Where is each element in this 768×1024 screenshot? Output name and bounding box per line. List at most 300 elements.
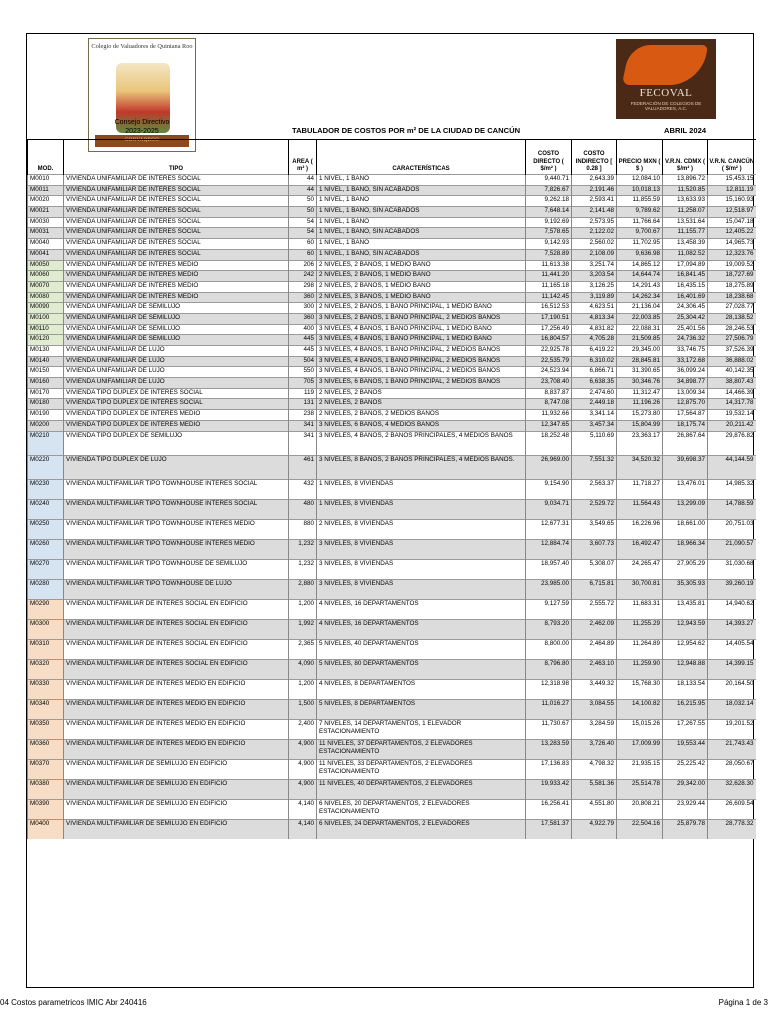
table-row — [28, 207, 756, 218]
cell-tipo: VIVIENDA UNIFAMILIAR DE SEMILUJO — [64, 303, 289, 314]
cell-tipo: VIVIENDA TIPO DUPLEX DE INTERES MEDIO — [64, 410, 289, 421]
document-header — [27, 34, 753, 143]
cell-vrn-cdmx: 13,009.34 — [663, 388, 708, 399]
cell-vrn-cancun: 15,453.15 — [708, 175, 756, 186]
cell-costo-directo: 11,441.20 — [526, 271, 572, 282]
cell-mod: M0030 — [28, 217, 64, 228]
table-row — [28, 659, 756, 679]
cell-mod: M0300 — [28, 619, 64, 639]
cell-caracteristicas: 3 NIVELES, 8 VIVIENDAS — [317, 579, 526, 599]
cell-costo-directo: 7,578.65 — [526, 228, 572, 239]
cell-precio-mxn: 16,492.47 — [617, 539, 663, 559]
cell-caracteristicas: 2 NIVELES, 2 BAÑOS, 2 MEDIOS BAÑOS — [317, 410, 526, 421]
cell-caracteristicas: 3 NIVELES, 4 BAÑOS, 1 BAÑO PRINCIPAL, 1 MEDIO BAÑO — [317, 335, 526, 346]
cell-area: 206 — [289, 260, 317, 271]
cell-area: 1,992 — [289, 619, 317, 639]
cell-vrn-cancun: 20,751.03 — [708, 519, 756, 539]
cell-tipo: VIVIENDA MULTIFAMILIAR TIPO TOWNHOUSE DE LUJO — [64, 579, 289, 599]
cell-costo-directo: 11,730.67 — [526, 719, 572, 739]
cell-mod: M0110 — [28, 324, 64, 335]
cell-mod: M0200 — [28, 420, 64, 431]
cell-caracteristicas: 3 NIVELES, 8 BAÑOS, 2 BAÑOS PRINCIPALES, 4 MEDIOS BAÑOS. — [317, 455, 526, 479]
cell-mod: M0090 — [28, 303, 64, 314]
cell-vrn-cdmx: 24,306.45 — [663, 303, 708, 314]
cell-costo-directo: 9,154.90 — [526, 479, 572, 499]
cell-costo-directo: 12,347.65 — [526, 420, 572, 431]
cell-vrn-cancun: 18,032.14 — [708, 699, 756, 719]
cell-vrn-cdmx: 16,401.69 — [663, 292, 708, 303]
cell-area: 50 — [289, 196, 317, 207]
cell-area: 432 — [289, 479, 317, 499]
cell-costo-indirecto: 2,141.48 — [572, 207, 617, 218]
table-row — [28, 303, 756, 314]
cell-costo-directo: 17,190.51 — [526, 313, 572, 324]
col-vrn-cdmx: V.R.N. CDMX ( $/m² ) — [663, 140, 708, 175]
cell-costo-indirecto: 4,623.51 — [572, 303, 617, 314]
cell-vrn-cancun: 28,050.67 — [708, 759, 756, 779]
cell-costo-indirecto: 2,462.09 — [572, 619, 617, 639]
cell-vrn-cancun: 14,399.15 — [708, 659, 756, 679]
cell-area: 341 — [289, 431, 317, 455]
col-mod: MOD. — [28, 140, 64, 175]
cell-vrn-cdmx: 36,099.24 — [663, 367, 708, 378]
table-row — [28, 335, 756, 346]
table-row — [28, 313, 756, 324]
cell-vrn-cancun: 19,009.52 — [708, 260, 756, 271]
cell-precio-mxn: 20,808.21 — [617, 799, 663, 819]
cell-costo-indirecto: 3,126.25 — [572, 281, 617, 292]
cell-costo-directo: 17,581.37 — [526, 819, 572, 839]
cell-area: 445 — [289, 346, 317, 357]
cell-area: 480 — [289, 499, 317, 519]
cell-mod: M0310 — [28, 639, 64, 659]
cell-mod: M0140 — [28, 356, 64, 367]
cell-area: 300 — [289, 303, 317, 314]
cell-precio-mxn: 9,636.98 — [617, 249, 663, 260]
cell-costo-indirecto: 6,638.35 — [572, 378, 617, 389]
cell-costo-directo: 18,957.40 — [526, 559, 572, 579]
cell-precio-mxn: 11,683.31 — [617, 599, 663, 619]
consejo-line-2: 2023-2025 — [125, 127, 159, 135]
cell-vrn-cancun: 37,526.39 — [708, 346, 756, 357]
cell-area: 44 — [289, 185, 317, 196]
cell-area: 1,500 — [289, 699, 317, 719]
document-date: ABRIL 2024 — [664, 126, 707, 135]
cell-precio-mxn: 15,273.80 — [617, 410, 663, 421]
col-tipo: TIPO — [64, 140, 289, 175]
cell-costo-indirecto: 2,191.46 — [572, 185, 617, 196]
consejo-directivo — [88, 119, 196, 136]
cell-costo-indirecto: 3,726.40 — [572, 739, 617, 759]
cell-mod: M0360 — [28, 739, 64, 759]
cell-costo-indirecto: 2,122.02 — [572, 228, 617, 239]
cell-costo-indirecto: 3,549.65 — [572, 519, 617, 539]
cell-vrn-cancun: 28,138.52 — [708, 313, 756, 324]
cell-precio-mxn: 11,255.29 — [617, 619, 663, 639]
table-row — [28, 739, 756, 759]
cell-tipo: VIVIENDA UNIFAMILIAR DE INTERES SOCIAL — [64, 249, 289, 260]
cell-mod: M0320 — [28, 659, 64, 679]
cell-mod: M0390 — [28, 799, 64, 819]
cell-vrn-cdmx: 12,875.70 — [663, 399, 708, 410]
cell-area: 298 — [289, 281, 317, 292]
cell-precio-mxn: 22,003.85 — [617, 313, 663, 324]
cell-precio-mxn: 11,264.89 — [617, 639, 663, 659]
cell-tipo: VIVIENDA UNIFAMILIAR DE INTERES SOCIAL — [64, 196, 289, 207]
cell-caracteristicas: 5 NIVELES, 8 DEPARTAMENTOS — [317, 699, 526, 719]
cell-costo-indirecto: 3,457.34 — [572, 420, 617, 431]
cell-costo-indirecto: 4,922.79 — [572, 819, 617, 839]
cell-tipo: VIVIENDA MULTIFAMILIAR TIPO TOWNHOUSE INTERES MEDIO — [64, 519, 289, 539]
cell-caracteristicas: 1 NIVEL, 1 BAÑO, SIN ACABADOS — [317, 207, 526, 218]
cell-caracteristicas: 2 NIVELES, 3 BAÑOS, 1 MEDIO BAÑO — [317, 292, 526, 303]
cell-costo-directo: 24,523.94 — [526, 367, 572, 378]
cell-costo-directo: 19,933.42 — [526, 779, 572, 799]
cell-mod: M0250 — [28, 519, 64, 539]
cell-precio-mxn: 21,136.04 — [617, 303, 663, 314]
cell-caracteristicas: 3 NIVELES, 6 BAÑOS, 4 MEDIOS BAÑOS — [317, 420, 526, 431]
cell-mod: M0080 — [28, 292, 64, 303]
cell-area: 119 — [289, 388, 317, 399]
tabulator-sheet — [26, 33, 754, 988]
cell-caracteristicas: 2 NIVELES, 2 BAÑOS, 1 MEDIO BAÑO — [317, 260, 526, 271]
cell-precio-mxn: 15,768.30 — [617, 679, 663, 699]
cell-vrn-cdmx: 25,879.78 — [663, 819, 708, 839]
cell-mod: M0370 — [28, 759, 64, 779]
cell-costo-directo: 23,708.40 — [526, 378, 572, 389]
cell-vrn-cancun: 14,965.73 — [708, 239, 756, 250]
cell-caracteristicas: 1 NIVEL, 1 BAÑO — [317, 239, 526, 250]
cell-vrn-cdmx: 13,531.64 — [663, 217, 708, 228]
fecoval-logo — [616, 39, 716, 119]
cell-tipo: VIVIENDA MULTIFAMILIAR TIPO TOWNHOUSE INTERES SOCIAL — [64, 479, 289, 499]
cell-tipo: VIVIENDA UNIFAMILIAR DE LUJO — [64, 378, 289, 389]
cell-precio-mxn: 11,312.47 — [617, 388, 663, 399]
table-row — [28, 619, 756, 639]
cell-area: 4,140 — [289, 819, 317, 839]
cell-vrn-cancun: 20,211.42 — [708, 420, 756, 431]
cell-area: 238 — [289, 410, 317, 421]
cell-costo-indirecto: 4,705.28 — [572, 335, 617, 346]
cell-area: 705 — [289, 378, 317, 389]
cell-mod: M0210 — [28, 431, 64, 455]
cell-precio-mxn: 29,345.00 — [617, 346, 663, 357]
cell-area: 1,232 — [289, 559, 317, 579]
cell-vrn-cancun: 27,506.79 — [708, 335, 756, 346]
cell-vrn-cdmx: 16,435.15 — [663, 281, 708, 292]
cell-costo-indirecto: 2,474.60 — [572, 388, 617, 399]
cell-area: 504 — [289, 356, 317, 367]
cell-tipo: VIVIENDA MULTIFAMILIAR DE SEMILUJO EN EDIFICIO — [64, 779, 289, 799]
cell-vrn-cdmx: 18,661.00 — [663, 519, 708, 539]
cell-area: 400 — [289, 324, 317, 335]
table-row — [28, 217, 756, 228]
cell-mod: M0031 — [28, 228, 64, 239]
col-caracteristicas: CARACTERÍSTICAS — [317, 140, 526, 175]
cell-vrn-cancun: 12,405.22 — [708, 228, 756, 239]
cell-vrn-cancun: 15,160.93 — [708, 196, 756, 207]
cell-mod: M0130 — [28, 346, 64, 357]
table-row — [28, 519, 756, 539]
cell-precio-mxn: 31,390.65 — [617, 367, 663, 378]
cell-tipo: VIVIENDA TIPO DUPLEX DE INTERES SOCIAL — [64, 399, 289, 410]
cell-vrn-cancun: 40,142.35 — [708, 367, 756, 378]
cell-mod: M0041 — [28, 249, 64, 260]
cell-precio-mxn: 24,265.47 — [617, 559, 663, 579]
cell-tipo: VIVIENDA UNIFAMILIAR DE INTERES MEDIO — [64, 271, 289, 282]
cell-vrn-cdmx: 11,155.77 — [663, 228, 708, 239]
cell-costo-directo: 22,535.79 — [526, 356, 572, 367]
cell-costo-directo: 17,256.49 — [526, 324, 572, 335]
cell-mod: M0340 — [28, 699, 64, 719]
cell-costo-indirecto: 3,119.89 — [572, 292, 617, 303]
cell-precio-mxn: 11,855.59 — [617, 196, 663, 207]
table-row — [28, 420, 756, 431]
cell-costo-indirecto: 5,308.07 — [572, 559, 617, 579]
cell-vrn-cdmx: 18,133.54 — [663, 679, 708, 699]
cell-costo-indirecto: 3,203.54 — [572, 271, 617, 282]
cell-vrn-cdmx: 18,966.34 — [663, 539, 708, 559]
cell-vrn-cancun: 29,876.82 — [708, 431, 756, 455]
cell-costo-indirecto: 3,084.55 — [572, 699, 617, 719]
mexico-map-icon — [622, 45, 709, 85]
consejo-line-1: Consejo Directivo — [114, 119, 170, 126]
cell-caracteristicas: 3 NIVELES, 4 BAÑOS, 2 BAÑOS PRINCIPALES, 4 MEDIOS BAÑOS — [317, 431, 526, 455]
table-row — [28, 260, 756, 271]
cell-vrn-cdmx: 34,898.77 — [663, 378, 708, 389]
cell-area: 54 — [289, 228, 317, 239]
table-row — [28, 185, 756, 196]
cell-caracteristicas: 3 NIVELES, 4 BAÑOS, 1 BAÑO PRINCIPAL, 1 MEDIO BAÑO — [317, 324, 526, 335]
table-row — [28, 292, 756, 303]
cell-vrn-cdmx: 19,553.44 — [663, 739, 708, 759]
cell-vrn-cdmx: 13,458.39 — [663, 239, 708, 250]
cell-costo-directo: 7,648.14 — [526, 207, 572, 218]
cell-precio-mxn: 14,262.34 — [617, 292, 663, 303]
cell-precio-mxn: 14,865.12 — [617, 260, 663, 271]
cell-costo-indirecto: 2,563.37 — [572, 479, 617, 499]
cell-precio-mxn: 12,084.10 — [617, 175, 663, 186]
cell-area: 461 — [289, 455, 317, 479]
cell-tipo: VIVIENDA MULTIFAMILIAR TIPO TOWNHOUSE DE SEMILUJO — [64, 559, 289, 579]
cell-precio-mxn: 15,804.99 — [617, 420, 663, 431]
cell-mod: M0120 — [28, 335, 64, 346]
cell-costo-directo: 8,796.80 — [526, 659, 572, 679]
cell-tipo: VIVIENDA MULTIFAMILIAR DE INTERES MEDIO EN EDIFICIO — [64, 679, 289, 699]
cell-caracteristicas: 4 NIVELES, 8 DEPARTAMENTOS — [317, 679, 526, 699]
table-row — [28, 479, 756, 499]
table-row — [28, 779, 756, 799]
cell-costo-indirecto: 2,593.41 — [572, 196, 617, 207]
cell-tipo: VIVIENDA MULTIFAMILIAR DE INTERES MEDIO EN EDIFICIO — [64, 699, 289, 719]
cell-area: 2,400 — [289, 719, 317, 739]
cell-vrn-cdmx: 13,896.72 — [663, 175, 708, 186]
cell-tipo: VIVIENDA MULTIFAMILIAR DE INTERES SOCIAL EN EDIFICIO — [64, 599, 289, 619]
col-costo-directo: COSTO DIRECTO ( $/m² ) — [526, 140, 572, 175]
cell-mod: M0290 — [28, 599, 64, 619]
cell-precio-mxn: 30,346.76 — [617, 378, 663, 389]
cell-vrn-cancun: 21,090.57 — [708, 539, 756, 559]
cell-vrn-cdmx: 12,948.88 — [663, 659, 708, 679]
cell-precio-mxn: 9,700.67 — [617, 228, 663, 239]
cell-costo-directo: 16,256.41 — [526, 799, 572, 819]
cell-mod: M0021 — [28, 207, 64, 218]
cell-vrn-cancun: 14,405.54 — [708, 639, 756, 659]
cell-vrn-cdmx: 24,736.32 — [663, 335, 708, 346]
cell-vrn-cancun: 31,030.68 — [708, 559, 756, 579]
cell-vrn-cancun: 19,201.52 — [708, 719, 756, 739]
cell-vrn-cdmx: 16,215.95 — [663, 699, 708, 719]
table-row — [28, 378, 756, 389]
cell-precio-mxn: 14,291.43 — [617, 281, 663, 292]
cell-precio-mxn: 14,100.82 — [617, 699, 663, 719]
cell-caracteristicas: 1 NIVEL, 1 BAÑO, SIN ACABADOS — [317, 185, 526, 196]
table-row — [28, 196, 756, 207]
cell-costo-indirecto: 4,831.82 — [572, 324, 617, 335]
table-row — [28, 228, 756, 239]
cell-costo-directo: 11,142.45 — [526, 292, 572, 303]
cell-vrn-cdmx: 25,304.42 — [663, 313, 708, 324]
table-row — [28, 639, 756, 659]
cell-vrn-cdmx: 16,841.45 — [663, 271, 708, 282]
cell-costo-indirecto: 3,607.73 — [572, 539, 617, 559]
cell-costo-indirecto: 2,463.10 — [572, 659, 617, 679]
cell-tipo: VIVIENDA UNIFAMILIAR DE SEMILUJO — [64, 324, 289, 335]
cell-costo-indirecto: 2,108.09 — [572, 249, 617, 260]
cell-tipo: VIVIENDA MULTIFAMILIAR DE INTERES MEDIO EN EDIFICIO — [64, 739, 289, 759]
cell-costo-indirecto: 4,813.34 — [572, 313, 617, 324]
cost-table — [27, 139, 756, 839]
cell-area: 4,900 — [289, 739, 317, 759]
cell-tipo: VIVIENDA UNIFAMILIAR DE INTERES SOCIAL — [64, 239, 289, 250]
cell-caracteristicas: 1 NIVELES, 8 VIVIENDAS — [317, 499, 526, 519]
cell-vrn-cancun: 14,317.78 — [708, 399, 756, 410]
cell-mod: M0010 — [28, 175, 64, 186]
cell-precio-mxn: 11,196.26 — [617, 399, 663, 410]
cell-vrn-cdmx: 29,342.00 — [663, 779, 708, 799]
cell-precio-mxn: 16,226.96 — [617, 519, 663, 539]
cell-caracteristicas: 5 NIVELES, 80 DEPARTAMENTOS — [317, 659, 526, 679]
cell-area: 2,880 — [289, 579, 317, 599]
cell-vrn-cdmx: 12,954.62 — [663, 639, 708, 659]
cell-tipo: VIVIENDA UNIFAMILIAR DE SEMILUJO — [64, 335, 289, 346]
cell-area: 4,140 — [289, 799, 317, 819]
cell-caracteristicas: 5 NIVELES, 40 DEPARTAMENTOS — [317, 639, 526, 659]
col-area: AREA ( m² ) — [289, 140, 317, 175]
cell-precio-mxn: 11,718.27 — [617, 479, 663, 499]
cell-costo-indirecto: 2,643.39 — [572, 175, 617, 186]
cell-precio-mxn: 17,009.99 — [617, 739, 663, 759]
cell-vrn-cdmx: 11,082.52 — [663, 249, 708, 260]
cell-vrn-cdmx: 17,094.89 — [663, 260, 708, 271]
cell-costo-indirecto: 3,341.14 — [572, 410, 617, 421]
cell-costo-directo: 12,884.74 — [526, 539, 572, 559]
cell-mod: M0011 — [28, 185, 64, 196]
table-row — [28, 271, 756, 282]
cell-tipo: VIVIENDA UNIFAMILIAR DE INTERES SOCIAL — [64, 228, 289, 239]
col-vrn-cancun: V.R.N. CANCÚN ( $/m² ) — [708, 140, 756, 175]
cell-mod: M0060 — [28, 271, 64, 282]
cell-caracteristicas: 7 NIVELES, 14 DEPARTAMENTOS, 1 ELEVADOR ESTACIONAMIENTO — [317, 719, 526, 739]
cell-caracteristicas: 11 NIVELES, 37 DEPARTAMENTOS, 2 ELEVADORES ESTACIONAMIENTO — [317, 739, 526, 759]
cell-costo-indirecto: 4,551.80 — [572, 799, 617, 819]
cell-vrn-cancun: 19,532.14 — [708, 410, 756, 421]
cell-precio-mxn: 11,259.90 — [617, 659, 663, 679]
cell-caracteristicas: 1 NIVEL, 1 BAÑO — [317, 196, 526, 207]
cell-caracteristicas: 6 NIVELES, 20 DEPARTAMENTOS, 2 ELEVADORES ESTACIONAMIENTO — [317, 799, 526, 819]
cell-costo-indirecto: 6,310.02 — [572, 356, 617, 367]
cell-vrn-cdmx: 25,401.56 — [663, 324, 708, 335]
cell-precio-mxn: 11,766.64 — [617, 217, 663, 228]
cell-vrn-cancun: 26,609.54 — [708, 799, 756, 819]
table-row — [28, 346, 756, 357]
table-row — [28, 249, 756, 260]
document-title: TABULADOR DE COSTOS POR m² DE LA CIUDAD DE CANCÚN — [292, 126, 521, 135]
cell-mod: M0270 — [28, 559, 64, 579]
cell-area: 60 — [289, 239, 317, 250]
table-row — [28, 367, 756, 378]
cell-vrn-cancun: 20,164.50 — [708, 679, 756, 699]
cell-area: 550 — [289, 367, 317, 378]
cell-precio-mxn: 28,845.81 — [617, 356, 663, 367]
cell-tipo: VIVIENDA UNIFAMILIAR DE INTERES SOCIAL — [64, 217, 289, 228]
cell-vrn-cancun: 15,047.18 — [708, 217, 756, 228]
cell-costo-indirecto: 2,573.95 — [572, 217, 617, 228]
cell-costo-directo: 23,985.00 — [526, 579, 572, 599]
table-row — [28, 559, 756, 579]
cell-area: 44 — [289, 175, 317, 186]
cell-mod: M0260 — [28, 539, 64, 559]
cell-area: 60 — [289, 249, 317, 260]
cell-vrn-cancun: 18,238.68 — [708, 292, 756, 303]
cell-precio-mxn: 21,509.85 — [617, 335, 663, 346]
cell-area: 1,232 — [289, 539, 317, 559]
cell-mod: M0100 — [28, 313, 64, 324]
cell-precio-mxn: 21,935.15 — [617, 759, 663, 779]
cell-costo-indirecto: 2,555.72 — [572, 599, 617, 619]
cell-caracteristicas: 11 NIVELES, 33 DEPARTAMENTOS, 2 ELEVADORES ESTACIONAMIENTO — [317, 759, 526, 779]
cell-tipo: VIVIENDA UNIFAMILIAR DE INTERES MEDIO — [64, 260, 289, 271]
cell-vrn-cdmx: 13,435.81 — [663, 599, 708, 619]
cell-area: 131 — [289, 399, 317, 410]
cell-vrn-cancun: 38,807.43 — [708, 378, 756, 389]
cell-precio-mxn: 9,789.62 — [617, 207, 663, 218]
cell-precio-mxn: 14,644.74 — [617, 271, 663, 282]
cell-caracteristicas: 4 NIVELES, 16 DEPARTAMENTOS — [317, 619, 526, 639]
cell-vrn-cancun: 28,246.53 — [708, 324, 756, 335]
cell-precio-mxn: 22,504.16 — [617, 819, 663, 839]
cell-tipo: VIVIENDA UNIFAMILIAR DE LUJO — [64, 346, 289, 357]
table-body — [28, 175, 756, 840]
cell-costo-indirecto: 6,715.81 — [572, 579, 617, 599]
cell-mod: M0190 — [28, 410, 64, 421]
cell-vrn-cdmx: 33,172.68 — [663, 356, 708, 367]
cell-mod: M0170 — [28, 388, 64, 399]
table-row — [28, 356, 756, 367]
logo-left-text: Colegio de Valuadores de Quintana Roo — [91, 43, 193, 50]
cell-costo-directo: 11,016.27 — [526, 699, 572, 719]
cell-area: 360 — [289, 313, 317, 324]
logo-left-band: CONVAQROO — [95, 135, 189, 147]
cell-caracteristicas: 1 NIVEL, 1 BAÑO, SIN ACABADOS — [317, 249, 526, 260]
cell-costo-directo: 18,252.48 — [526, 431, 572, 455]
cell-area: 341 — [289, 420, 317, 431]
cell-tipo: VIVIENDA TIPO DUPLEX DE LUJO — [64, 455, 289, 479]
cell-vrn-cdmx: 23,929.44 — [663, 799, 708, 819]
cell-vrn-cancun: 12,323.76 — [708, 249, 756, 260]
cell-costo-indirecto: 7,551.32 — [572, 455, 617, 479]
cell-vrn-cancun: 18,727.69 — [708, 271, 756, 282]
